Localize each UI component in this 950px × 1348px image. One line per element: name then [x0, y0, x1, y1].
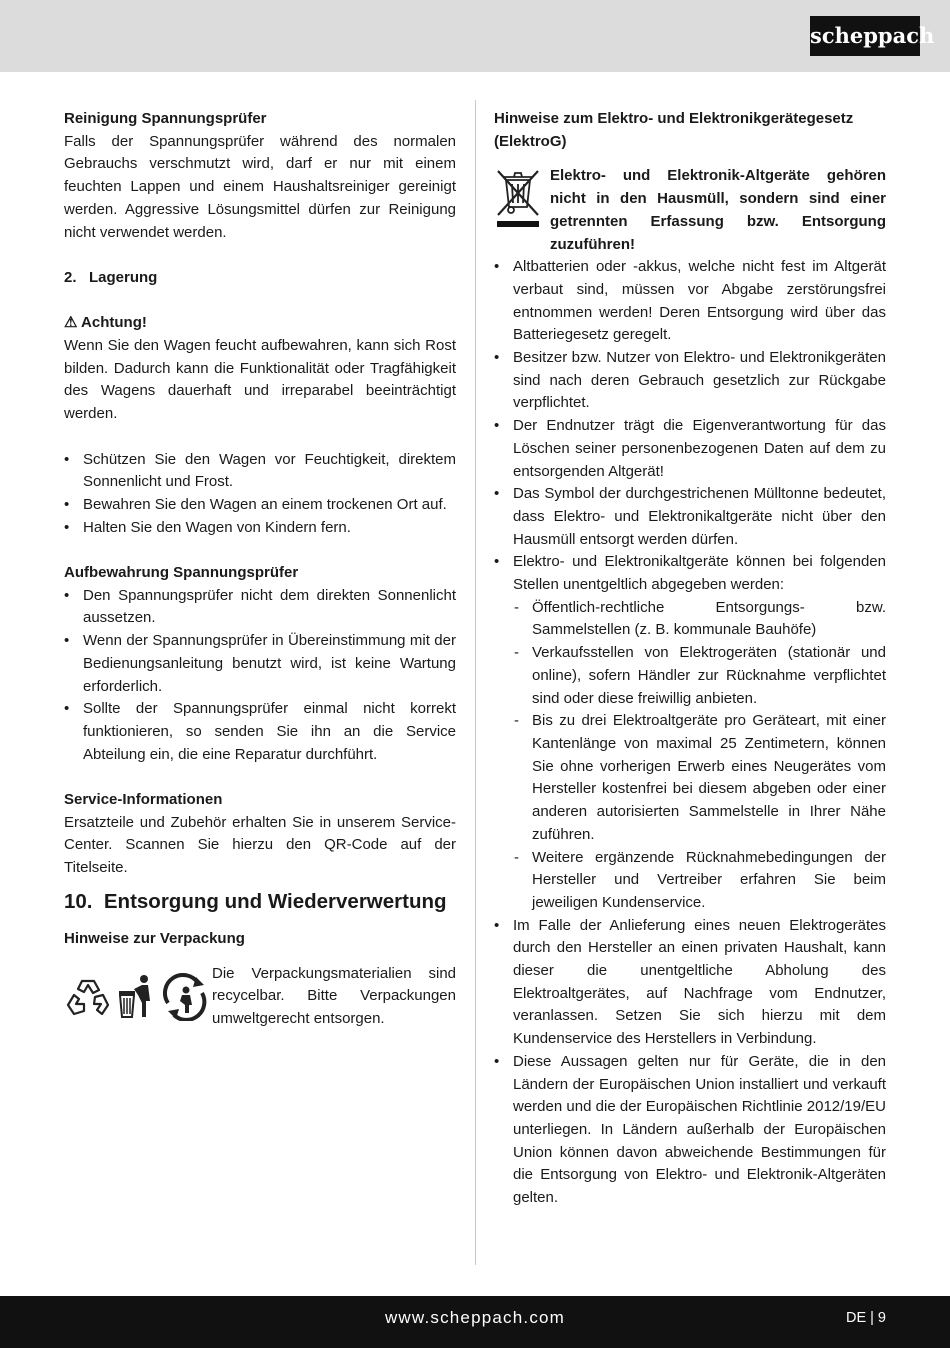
list-item: • Altbatterien oder -akkus, welche nicht fest im Altgerät verbaut sind, müssen vor Abgabe zerstörungsfrei entnommen werden! Deren Entsorgung wird über das Batteriegesetz geregelt.: [494, 256, 886, 347]
reinigung-heading: Reinigung Spannungsprüfer: [64, 110, 267, 127]
list-item: • Der Endnutzer trägt die Eigenverantwortung für das Löschen seiner personenbezogenen Daten auf dem zu entsorgenden Altgerät!: [494, 415, 886, 483]
aufbewahrung-list: [64, 585, 456, 767]
brand-logo: scheppach: [810, 16, 920, 56]
list-item: • Sollte der Spannungsprüfer einmal nicht korrekt funktionieren, so senden Sie ihn an die Service Abteilung ein, die eine Reparatur durchführt.: [64, 698, 456, 766]
list-item: • Im Falle der Anlieferung eines neuen Elektrogerätes durch den Hersteller an einen privaten Haushalt, kann dieser die unentgeltliche Abholung des Elektroaltgerätes, auf Nachfrage vom Endnutzer, veranlassen. Setzen Sie sich hierzu mit dem Kundenservice des Herstellers in Verbindung.: [494, 915, 886, 1051]
sub-list-item: - Öffentlich-rechtliche Entsorgungs- bzw. Sammelstellen (z. B. kommunale Bauhöfe): [513, 597, 886, 642]
list-item: • Bewahren Sie den Wagen an einem trockenen Ort auf.: [64, 494, 456, 517]
list-item: • Besitzer bzw. Nutzer von Elektro- und Elektronikgeräten sind nach deren Gebrauch gesetzlich zur Rückgabe verpflichtet.: [494, 347, 886, 415]
weee-text: Elektro- und Elektronik-Altgeräte gehören nicht in den Hausmüll, sondern sind einer getrennten Erfassung bzw. Entsorgung zuzuführen!: [550, 167, 886, 253]
list-item-text: Elektro- und Elektronikaltgeräte können bei folgenden Stellen unentgeltlich abgegeben werden:: [513, 553, 886, 594]
weee-symbol: [494, 165, 550, 235]
elektrog-heading: Hinweise zum Elektro- und Elektronikgerätegesetz (ElektroG): [494, 110, 854, 150]
list-item: • Halten Sie den Wagen von Kindern fern.: [64, 517, 456, 540]
verpackung-heading: Hinweise zur Verpackung: [64, 929, 245, 947]
achtung-heading: ⚠ Achtung!: [64, 314, 147, 332]
right-column: [494, 108, 886, 1210]
lagerung-list: [64, 449, 456, 540]
list-item: • Wenn der Spannungsprüfer in Übereinstimmung mit der Bedienungsanleitung benutzt wird, ist keine Wartung erforderlich.: [64, 630, 456, 698]
crossed-out-wheelie-bin-icon: [494, 165, 542, 229]
page-number: DE | 9: [845, 1310, 886, 1326]
recycling-icon: [64, 973, 112, 1021]
elektrog-list: [494, 256, 886, 1210]
left-column: [64, 108, 456, 1031]
sub-list-item: - Verkaufsstellen von Elektrogeräten (stationär und online), sofern Händler zur Rücknahme verpflichtet sind oder diese freiwillig anbieten.: [513, 642, 886, 710]
reinigung-text: Falls der Spannungsprüfer während des normalen Gebrauchs verschmutzt wird, darf er nur mit einem feuchten Lappen und einem Haushaltsreiniger gereinigt werden. Aggressive Lösungsmittel dürfen zur Reinigung nicht verwendet werden.: [64, 132, 456, 241]
sub-list: [513, 597, 886, 915]
packaging-icons: [64, 963, 212, 1023]
achtung-text: Wenn Sie den Wagen feucht aufbewahren, kann sich Rost bilden. Dadurch kann die Funktionalität oder Tragfähigkeit des Wagens dauerhaft und irreparabel beeinträchtigt werden.: [64, 337, 456, 423]
sub-list-item: - Weitere ergänzende Rücknahmebedingungen der Hersteller und Vertreiber erfahren Sie beim jeweiligen Kundenservice.: [513, 847, 886, 915]
verpackung-block: [64, 963, 456, 1031]
verpackung-text: Die Verpackungsmaterialien sind recycelbar. Bitte Verpackungen umweltgerecht entsorgen.: [212, 964, 456, 1027]
lagerung-heading: 2. Lagerung: [64, 268, 158, 286]
header-bar: [0, 0, 950, 72]
section-title: 10. Entsorgung und Wiederverwertung: [64, 889, 447, 913]
website-link[interactable]: www.scheppach.com: [384, 1308, 566, 1327]
list-item: • Schützen Sie den Wagen vor Feuchtigkeit, direktem Sonnenlicht und Frost.: [64, 449, 456, 494]
list-item: • Das Symbol der durchgestrichenen Mülltonne bedeutet, dass Elektro- und Elektronikaltgeräte nicht über den Hausmüll entsorgt werden dürfen.: [494, 483, 886, 551]
column-divider: [475, 100, 476, 1265]
service-text: Ersatzteile und Zubehör erhalten Sie in unserem Service-Center. Scannen Sie hierzu den QR-Code auf der Titelseite.: [64, 813, 456, 877]
sub-list-item: - Bis zu drei Elektroaltgeräte pro Geräteart, mit einer Kantenlänge von maximal 25 Zentimetern, können Sie ohne vorherigen Erwerb eines Neugerätes vom Hersteller kostenfrei bei diesem abgeben oder einer anderen autorisierten Sammelstelle in Ihrer Nähe zuführen.: [513, 710, 886, 846]
trash-bin-person-icon: [116, 973, 156, 1021]
weee-block: [494, 165, 886, 256]
service-heading: Service-Informationen: [64, 791, 223, 809]
recycling-person-icon: [160, 973, 210, 1021]
footer-bar: [0, 1296, 950, 1348]
list-item: • Diese Aussagen gelten nur für Geräte, die in den Ländern der Europäischen Union installiert und verkauft werden und die der Europäischen Richtlinie 2012/19/EU unterliegen. In Ländern außerhalb der Europäischen Union können davon abweichende Bestimmungen für die Entsorgung von Elektro- und Elektronik-Altgeräten gelten.: [494, 1051, 886, 1210]
list-item: [494, 551, 886, 914]
list-item: • Den Spannungsprüfer nicht dem direkten Sonnenlicht aussetzen.: [64, 585, 456, 630]
aufbewahrung-heading: Aufbewahrung Spannungsprüfer: [64, 564, 299, 581]
